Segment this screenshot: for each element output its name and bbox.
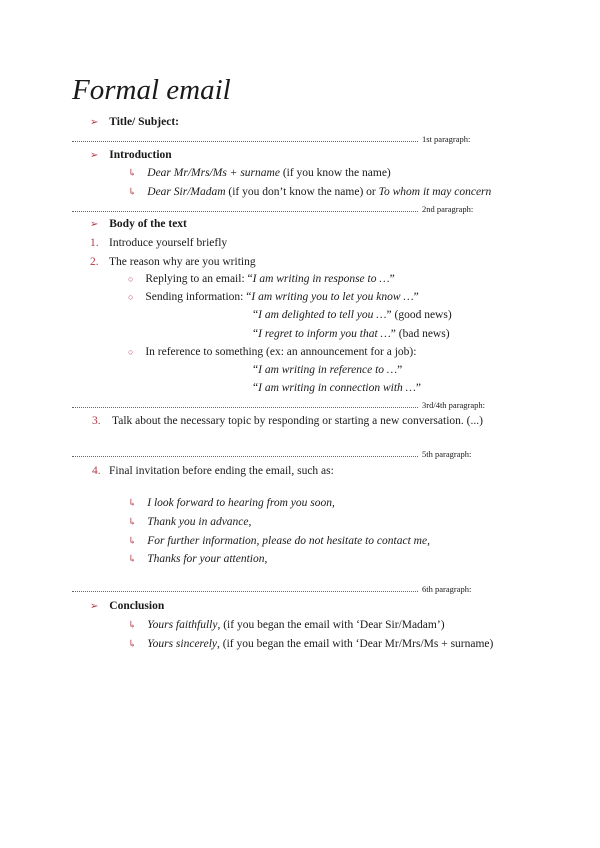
- body-item-2-text: The reason why are you writing: [109, 256, 256, 268]
- conclusion-line-2-italic: Yours sincerely: [147, 638, 218, 650]
- paragraph-label-3-4: 3rd/4th paragraph:: [422, 400, 486, 410]
- item-number: 2.: [90, 256, 99, 268]
- intro-line-2-italic: Dear Sir/Madam: [147, 186, 226, 198]
- closing-text: I look forward to hearing from you soon,: [147, 497, 335, 509]
- intro-line-2-italic-2: To whom it may concern: [378, 186, 492, 198]
- arrow-bullet-icon: ➢: [90, 117, 99, 128]
- body-heading: Body of the text: [109, 218, 187, 230]
- arrow-bullet-icon: ➢: [90, 601, 99, 612]
- regret-suffix: ” (bad news): [390, 328, 450, 340]
- ref1-italic: I am writing in reference to …: [258, 364, 398, 376]
- ref2-prefix: “: [253, 382, 259, 394]
- item-number: 4.: [92, 465, 101, 477]
- subject-row: [90, 116, 179, 128]
- hook-arrow-icon: ↳: [128, 517, 137, 528]
- reply-line: [128, 273, 395, 285]
- item-3: [92, 415, 483, 427]
- hook-arrow-icon: ↳: [128, 498, 137, 509]
- reply-italic: I am writing in response to …: [252, 273, 390, 285]
- regret-prefix: “: [253, 328, 259, 340]
- item-number: 1.: [90, 237, 99, 249]
- regret-italic: I regret to inform you that …: [258, 328, 391, 340]
- hook-arrow-icon: ↳: [128, 536, 137, 547]
- reply-prefix: Replying to an email: “: [145, 273, 253, 285]
- reference-example-1: [253, 364, 402, 376]
- send-line: [128, 291, 419, 303]
- item-4: [92, 465, 334, 477]
- closing-text: Thank you in advance,: [147, 516, 252, 528]
- reference-line: [128, 346, 416, 358]
- closing-4: [128, 553, 267, 565]
- closing-text: For further information, please do not hesitate to contact me,: [147, 535, 430, 547]
- hook-arrow-icon: ↳: [128, 620, 137, 631]
- page-title: Formal email: [72, 74, 231, 106]
- divider-5: [72, 591, 418, 592]
- reference-text: In reference to something (ex: an announcement for a job):: [145, 346, 417, 358]
- conclusion-row: [90, 600, 164, 612]
- send-italic: I am writing you to let you know …: [251, 291, 414, 303]
- body-item-1: [90, 237, 228, 249]
- conclusion-heading: Conclusion: [109, 600, 165, 612]
- delight-italic: I am delighted to tell you …: [258, 309, 387, 321]
- circle-bullet-icon: ○: [128, 347, 134, 357]
- closing-2: [128, 516, 251, 528]
- introduction-row: [90, 149, 172, 161]
- hook-arrow-icon: ↳: [128, 639, 137, 650]
- conclusion-line-1-italic: Yours faithfully: [147, 619, 218, 631]
- closing-1: [128, 497, 335, 509]
- closing-3: [128, 535, 430, 547]
- intro-line-2-mid: (if you don’t know the name) or: [225, 186, 379, 198]
- divider-4: [72, 456, 418, 457]
- delight-line: [253, 309, 452, 321]
- hook-arrow-icon: ↳: [128, 554, 137, 565]
- intro-line-2: [128, 186, 491, 198]
- intro-line-1: [128, 167, 391, 179]
- introduction-heading: Introduction: [109, 149, 172, 161]
- divider-3: [72, 407, 418, 408]
- delight-prefix: “: [253, 309, 259, 321]
- divider-2: [72, 211, 418, 212]
- divider-1: [72, 141, 418, 142]
- paragraph-label-5: 5th paragraph:: [422, 449, 472, 459]
- item-number: 3.: [92, 415, 101, 427]
- paragraph-label-1: 1st paragraph:: [422, 134, 471, 144]
- circle-bullet-icon: ○: [128, 292, 134, 302]
- conclusion-line-1: [128, 619, 445, 631]
- conclusion-line-2: [128, 638, 493, 650]
- delight-suffix: ” (good news): [386, 309, 452, 321]
- conclusion-line-2-rest: , (if you began the email with ‘Dear Mr/Mrs/Ms + surname): [217, 638, 494, 650]
- intro-line-1-rest: (if you know the name): [279, 167, 391, 179]
- hook-arrow-icon: ↳: [128, 187, 137, 198]
- ref1-prefix: “: [253, 364, 259, 376]
- body-row: [90, 218, 187, 230]
- ref1-suffix: ”: [397, 364, 403, 376]
- conclusion-line-1-rest: , (if you began the email with ‘Dear Sir/Madam’): [217, 619, 445, 631]
- closing-text: Thanks for your attention,: [147, 553, 268, 565]
- ref2-suffix: ”: [415, 382, 422, 394]
- hook-arrow-icon: ↳: [128, 168, 137, 179]
- circle-bullet-icon: ○: [128, 274, 134, 284]
- intro-line-1-italic: Dear Mr/Mrs/Ms + surname: [147, 167, 280, 179]
- paragraph-label-2: 2nd paragraph:: [422, 204, 474, 214]
- arrow-bullet-icon: ➢: [90, 150, 99, 161]
- item-4-text: Final invitation before ending the email, such as:: [109, 465, 334, 477]
- arrow-bullet-icon: ➢: [90, 219, 99, 230]
- send-suffix: ”: [413, 291, 419, 303]
- body-item-1-text: Introduce yourself briefly: [109, 237, 228, 249]
- reference-example-2: [253, 382, 421, 394]
- regret-line: [253, 328, 450, 340]
- paragraph-label-6: 6th paragraph:: [422, 584, 472, 594]
- send-prefix: Sending information: “: [145, 291, 252, 303]
- body-item-2: [90, 256, 256, 268]
- item-3-text: Talk about the necessary topic by responding or starting a new conversation. (...): [112, 415, 483, 427]
- ref2-italic: I am writing in connection with …: [258, 382, 416, 394]
- subject-heading: Title/ Subject:: [109, 116, 180, 128]
- reply-suffix: ”: [389, 273, 395, 285]
